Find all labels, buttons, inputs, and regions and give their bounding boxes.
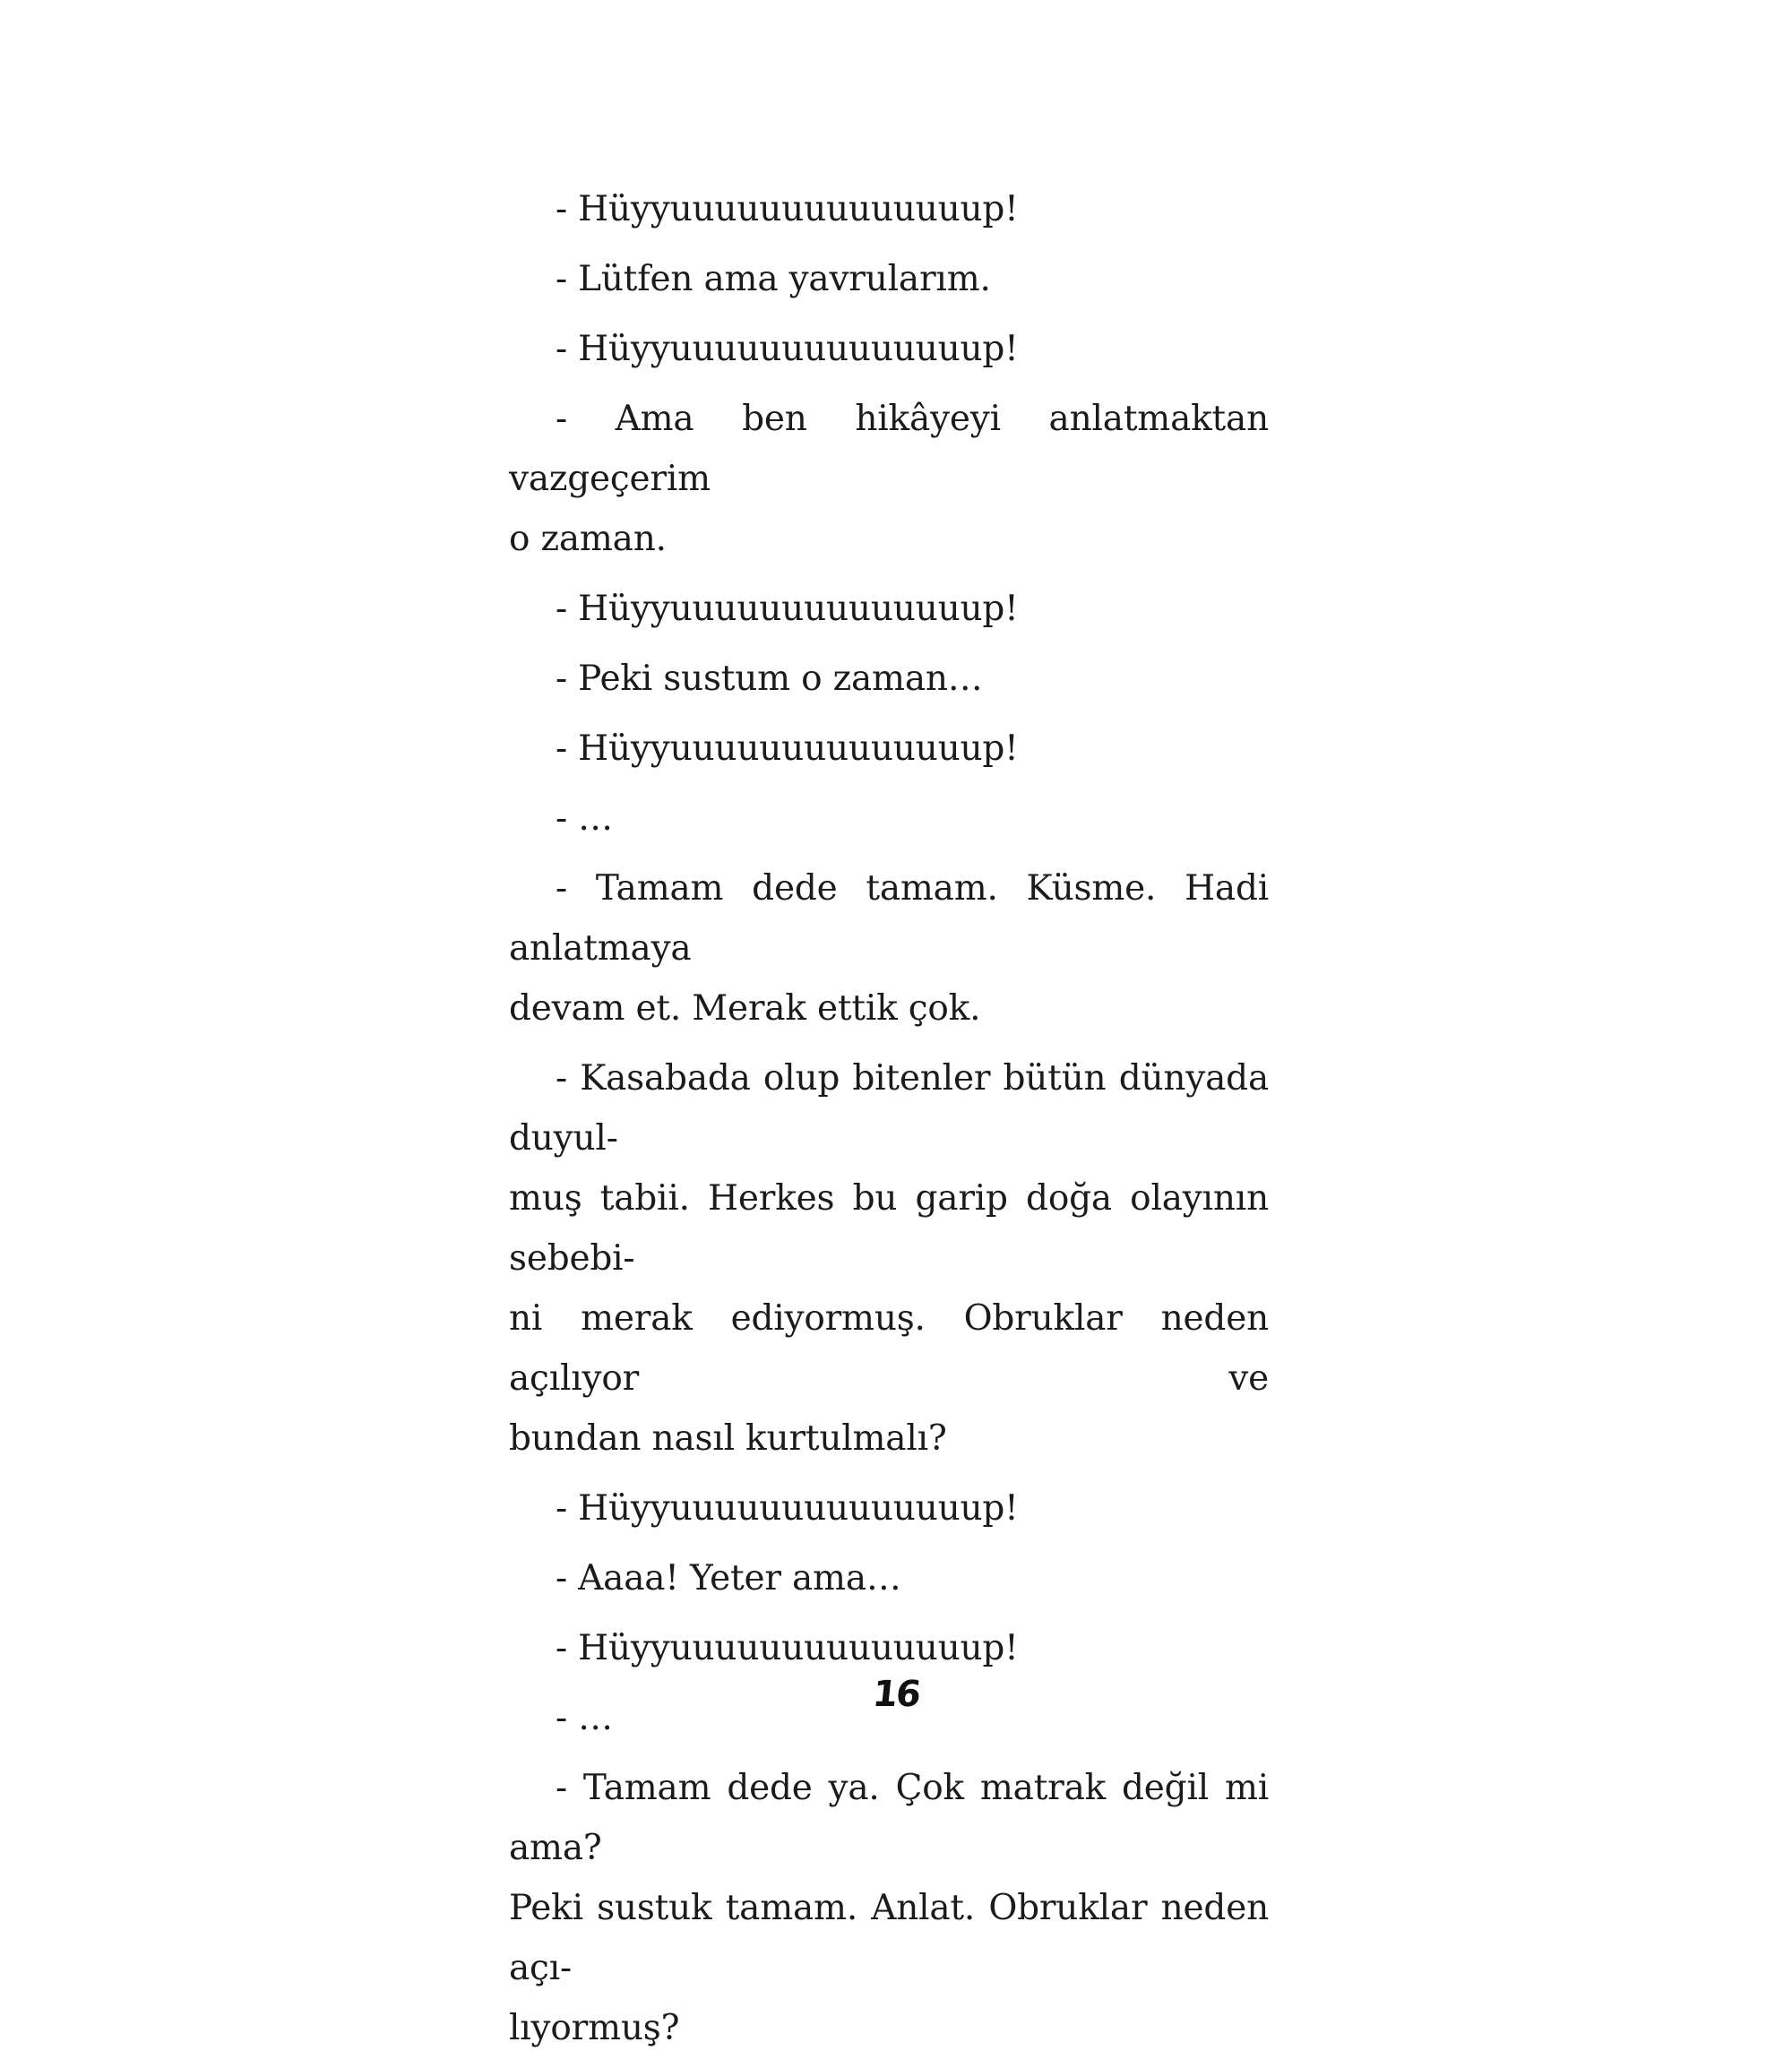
paragraph-3 xyxy=(509,319,1269,379)
paragraph-line: - Aaaa! Yeter ama… xyxy=(556,1558,901,1598)
paragraph-line: Peki sustuk tamam. Anlat. Obruklar neden açı- xyxy=(509,1888,1269,1988)
body-text xyxy=(509,179,1269,2068)
paragraph-4 xyxy=(509,389,1269,569)
page-number: 16 xyxy=(870,1674,922,1715)
paragraph-8 xyxy=(509,788,1269,849)
paragraph-5 xyxy=(509,579,1269,639)
paragraph-10 xyxy=(509,1048,1269,1469)
paragraph-line: - Hüyyuuuuuuuuuuuuuup! xyxy=(556,1488,1019,1529)
paragraph-2 xyxy=(509,249,1269,309)
paragraph-line: devam et. Merak ettik çok. xyxy=(509,988,981,1029)
paragraph-6 xyxy=(509,649,1269,709)
paragraph-line: - Hüyyuuuuuuuuuuuuuup! xyxy=(556,189,1019,229)
paragraph-line: - Hüyyuuuuuuuuuuuuuup! xyxy=(556,728,1019,769)
paragraph-line: - … xyxy=(556,798,613,839)
paragraph-line: lıyormuş? xyxy=(509,2008,680,2048)
paragraph-line: - Tamam dede tamam. Küsme. Hadi anlatmaya xyxy=(509,868,1269,969)
paragraph-line: bundan nasıl kurtulmalı? xyxy=(509,1418,947,1459)
paragraph-13 xyxy=(509,1618,1269,1678)
paragraph-12 xyxy=(509,1548,1269,1608)
paragraph-line: - Peki sustum o zaman… xyxy=(556,659,983,699)
paragraph-9 xyxy=(509,858,1269,1038)
paragraph-15 xyxy=(509,1758,1269,2058)
paragraph-line: - Tamam dede ya. Çok matrak değil mi ama? xyxy=(509,1768,1269,1868)
paragraph-line: - Hüyyuuuuuuuuuuuuuup! xyxy=(556,1628,1019,1668)
paragraph-line: - Hüyyuuuuuuuuuuuuuup! xyxy=(556,589,1019,629)
paragraph-line: o zaman. xyxy=(509,519,667,559)
paragraph-line: - Ama ben hikâyeyi anlatmaktan vazgeçerim xyxy=(509,399,1269,499)
paragraph-7 xyxy=(509,719,1269,779)
paragraph-11 xyxy=(509,1478,1269,1538)
paragraph-line: ni merak ediyormuş. Obruklar neden açılıyor ve xyxy=(509,1298,1269,1399)
paragraph-line: - Hüyyuuuuuuuuuuuuuup! xyxy=(556,329,1019,369)
paragraph-1 xyxy=(509,179,1269,239)
paragraph-line: - … xyxy=(556,1698,613,1738)
paragraph-line: - Kasabada olup bitenler bütün dünyada duyul- xyxy=(509,1058,1269,1159)
paragraph-line: muş tabii. Herkes bu garip doğa olayının sebebi- xyxy=(509,1178,1269,1279)
paragraph-line: - Lütfen ama yavrularım. xyxy=(556,259,991,299)
